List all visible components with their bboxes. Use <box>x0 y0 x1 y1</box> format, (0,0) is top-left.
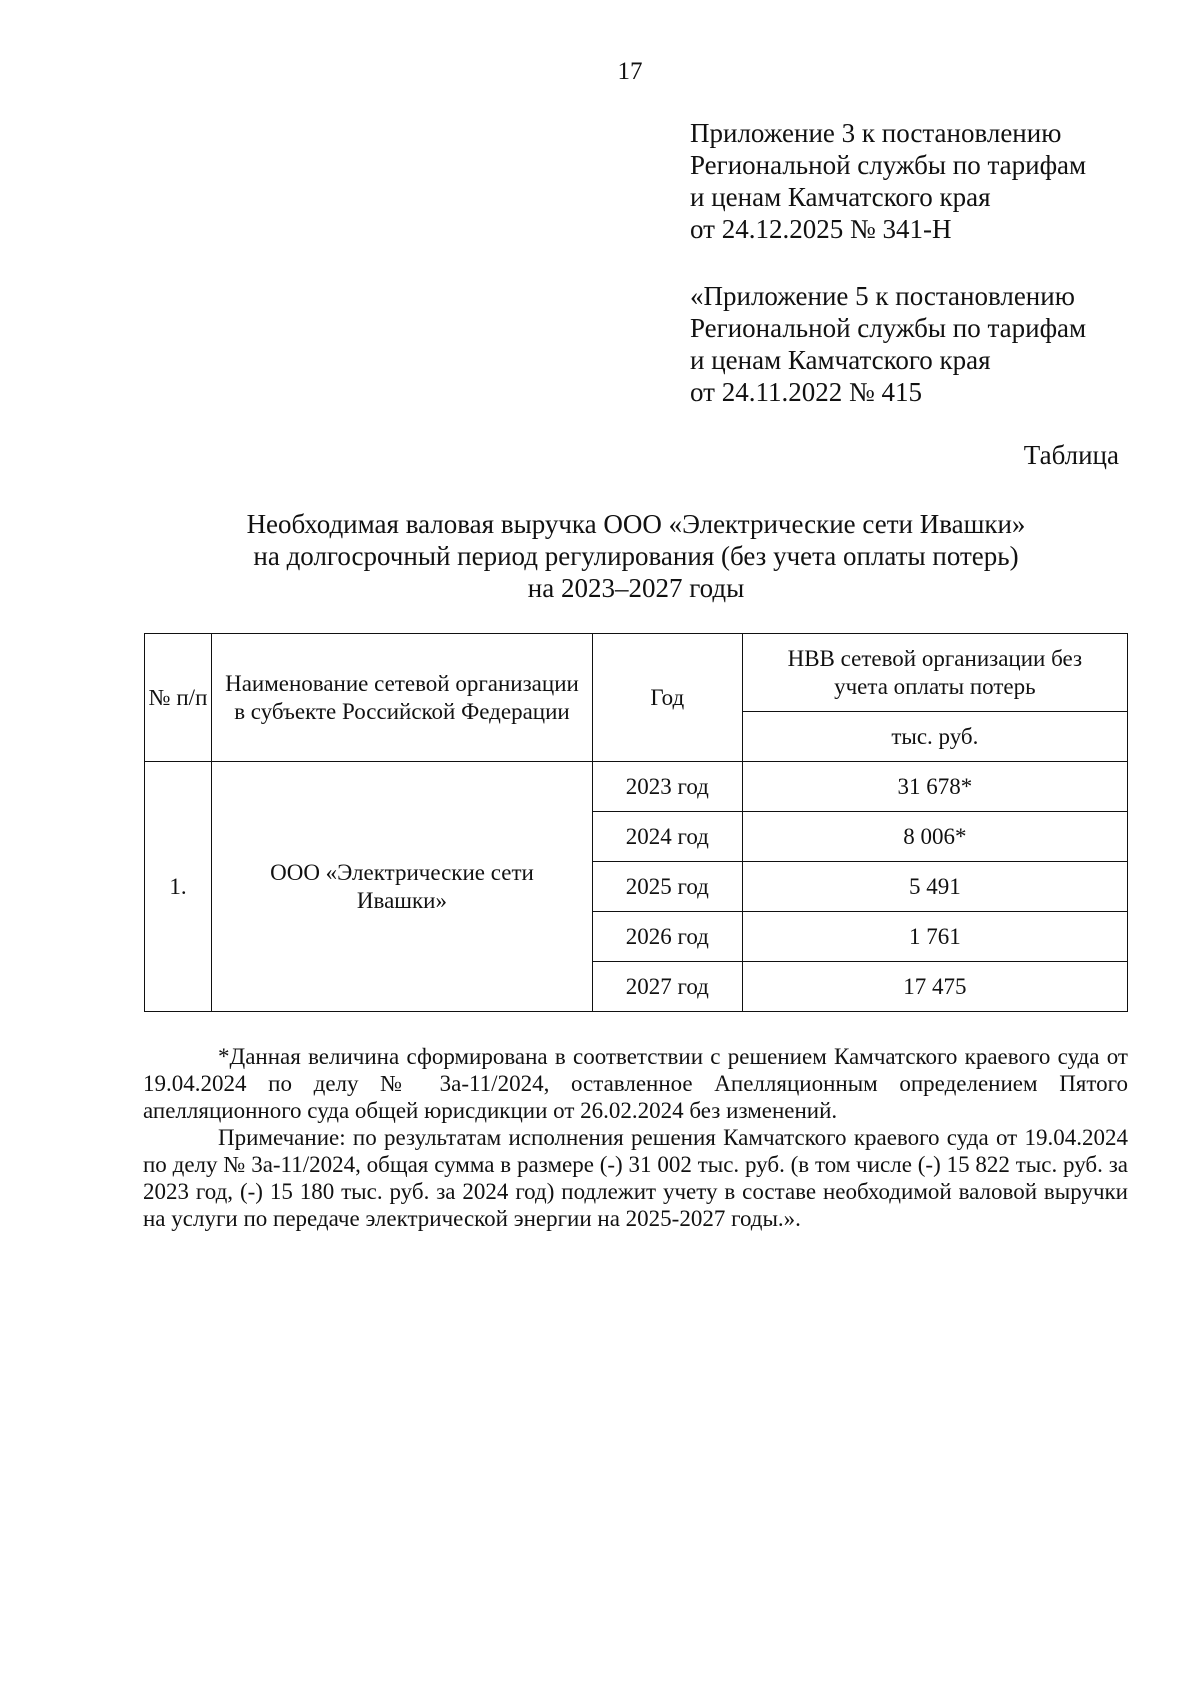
table-label: Таблица <box>1023 440 1119 470</box>
footnote: *Данная величина сформирована в соответствии с решением Камчатского краевого суда от 19.04.2024 по делу № 3а-11/2024, оставленное Апелляционным определением Пятого апелляционного суда общей юрисдикции от 26.02.2024 без изменений. <box>143 1044 1128 1123</box>
title-line: Необходимая валовая выручка ООО «Электрические сети Ивашки» <box>246 509 1026 539</box>
value-cell: 31 678* <box>742 762 1127 812</box>
appendix-reference-original <box>690 280 1086 408</box>
row-number: 1. <box>145 762 212 1012</box>
table-header-row <box>145 634 1128 712</box>
value-cell: 5 491 <box>742 862 1127 912</box>
value-cell: 8 006* <box>742 812 1127 862</box>
year-cell: 2026 год <box>592 912 742 962</box>
notes-section <box>143 1043 1128 1232</box>
appendix-line: и ценам Камчатского края <box>690 345 991 375</box>
document-title <box>145 508 1127 604</box>
header-nvv: НВВ сетевой организации без учета оплаты потерь <box>742 634 1127 712</box>
title-line: на 2023–2027 годы <box>527 573 745 603</box>
header-year: Год <box>592 634 742 762</box>
year-cell: 2023 год <box>592 762 742 812</box>
header-org-name: Наименование сетевой организации в субъекте Российской Федерации <box>212 634 593 762</box>
remark: Примечание: по результатам исполнения решения Камчатского краевого суда от 19.04.2024 по делу № 3а-11/2024, общая сумма в размере (-) 31 002 тыс. руб. (в том числе (-) 15 822 тыс. руб. за 2023 год, (-) 15 180 тыс. руб. за 2024 год) подлежит учету в составе необходимой валовой выручки на услуги по передаче электрической энергии на 2025-2027 годы.». <box>143 1125 1128 1231</box>
header-number: № п/п <box>145 634 212 762</box>
org-name-cell: ООО «Электрические сети Ивашки» <box>212 762 593 1012</box>
appendix-line: от 24.11.2022 № 415 <box>690 377 922 407</box>
appendix-reference-current <box>690 117 1086 245</box>
appendix-line: Приложение 3 к постановлению <box>690 118 1062 148</box>
header-unit: тыс. руб. <box>742 712 1127 762</box>
appendix-line: Региональной службы по тарифам <box>690 150 1087 180</box>
value-cell: 1 761 <box>742 912 1127 962</box>
year-cell: 2027 год <box>592 962 742 1012</box>
page-number: 17 <box>617 58 643 85</box>
title-line: на долгосрочный период регулирования (без учета оплаты потерь) <box>253 541 1019 571</box>
table-row <box>145 762 1128 812</box>
appendix-line: и ценам Камчатского края <box>690 182 991 212</box>
year-cell: 2024 год <box>592 812 742 862</box>
value-cell: 17 475 <box>742 962 1127 1012</box>
revenue-table <box>144 633 1128 1012</box>
appendix-line: Региональной службы по тарифам <box>690 313 1087 343</box>
appendix-line: «Приложение 5 к постановлению <box>690 281 1075 311</box>
year-cell: 2025 год <box>592 862 742 912</box>
appendix-line: от 24.12.2025 № 341-Н <box>690 214 952 244</box>
